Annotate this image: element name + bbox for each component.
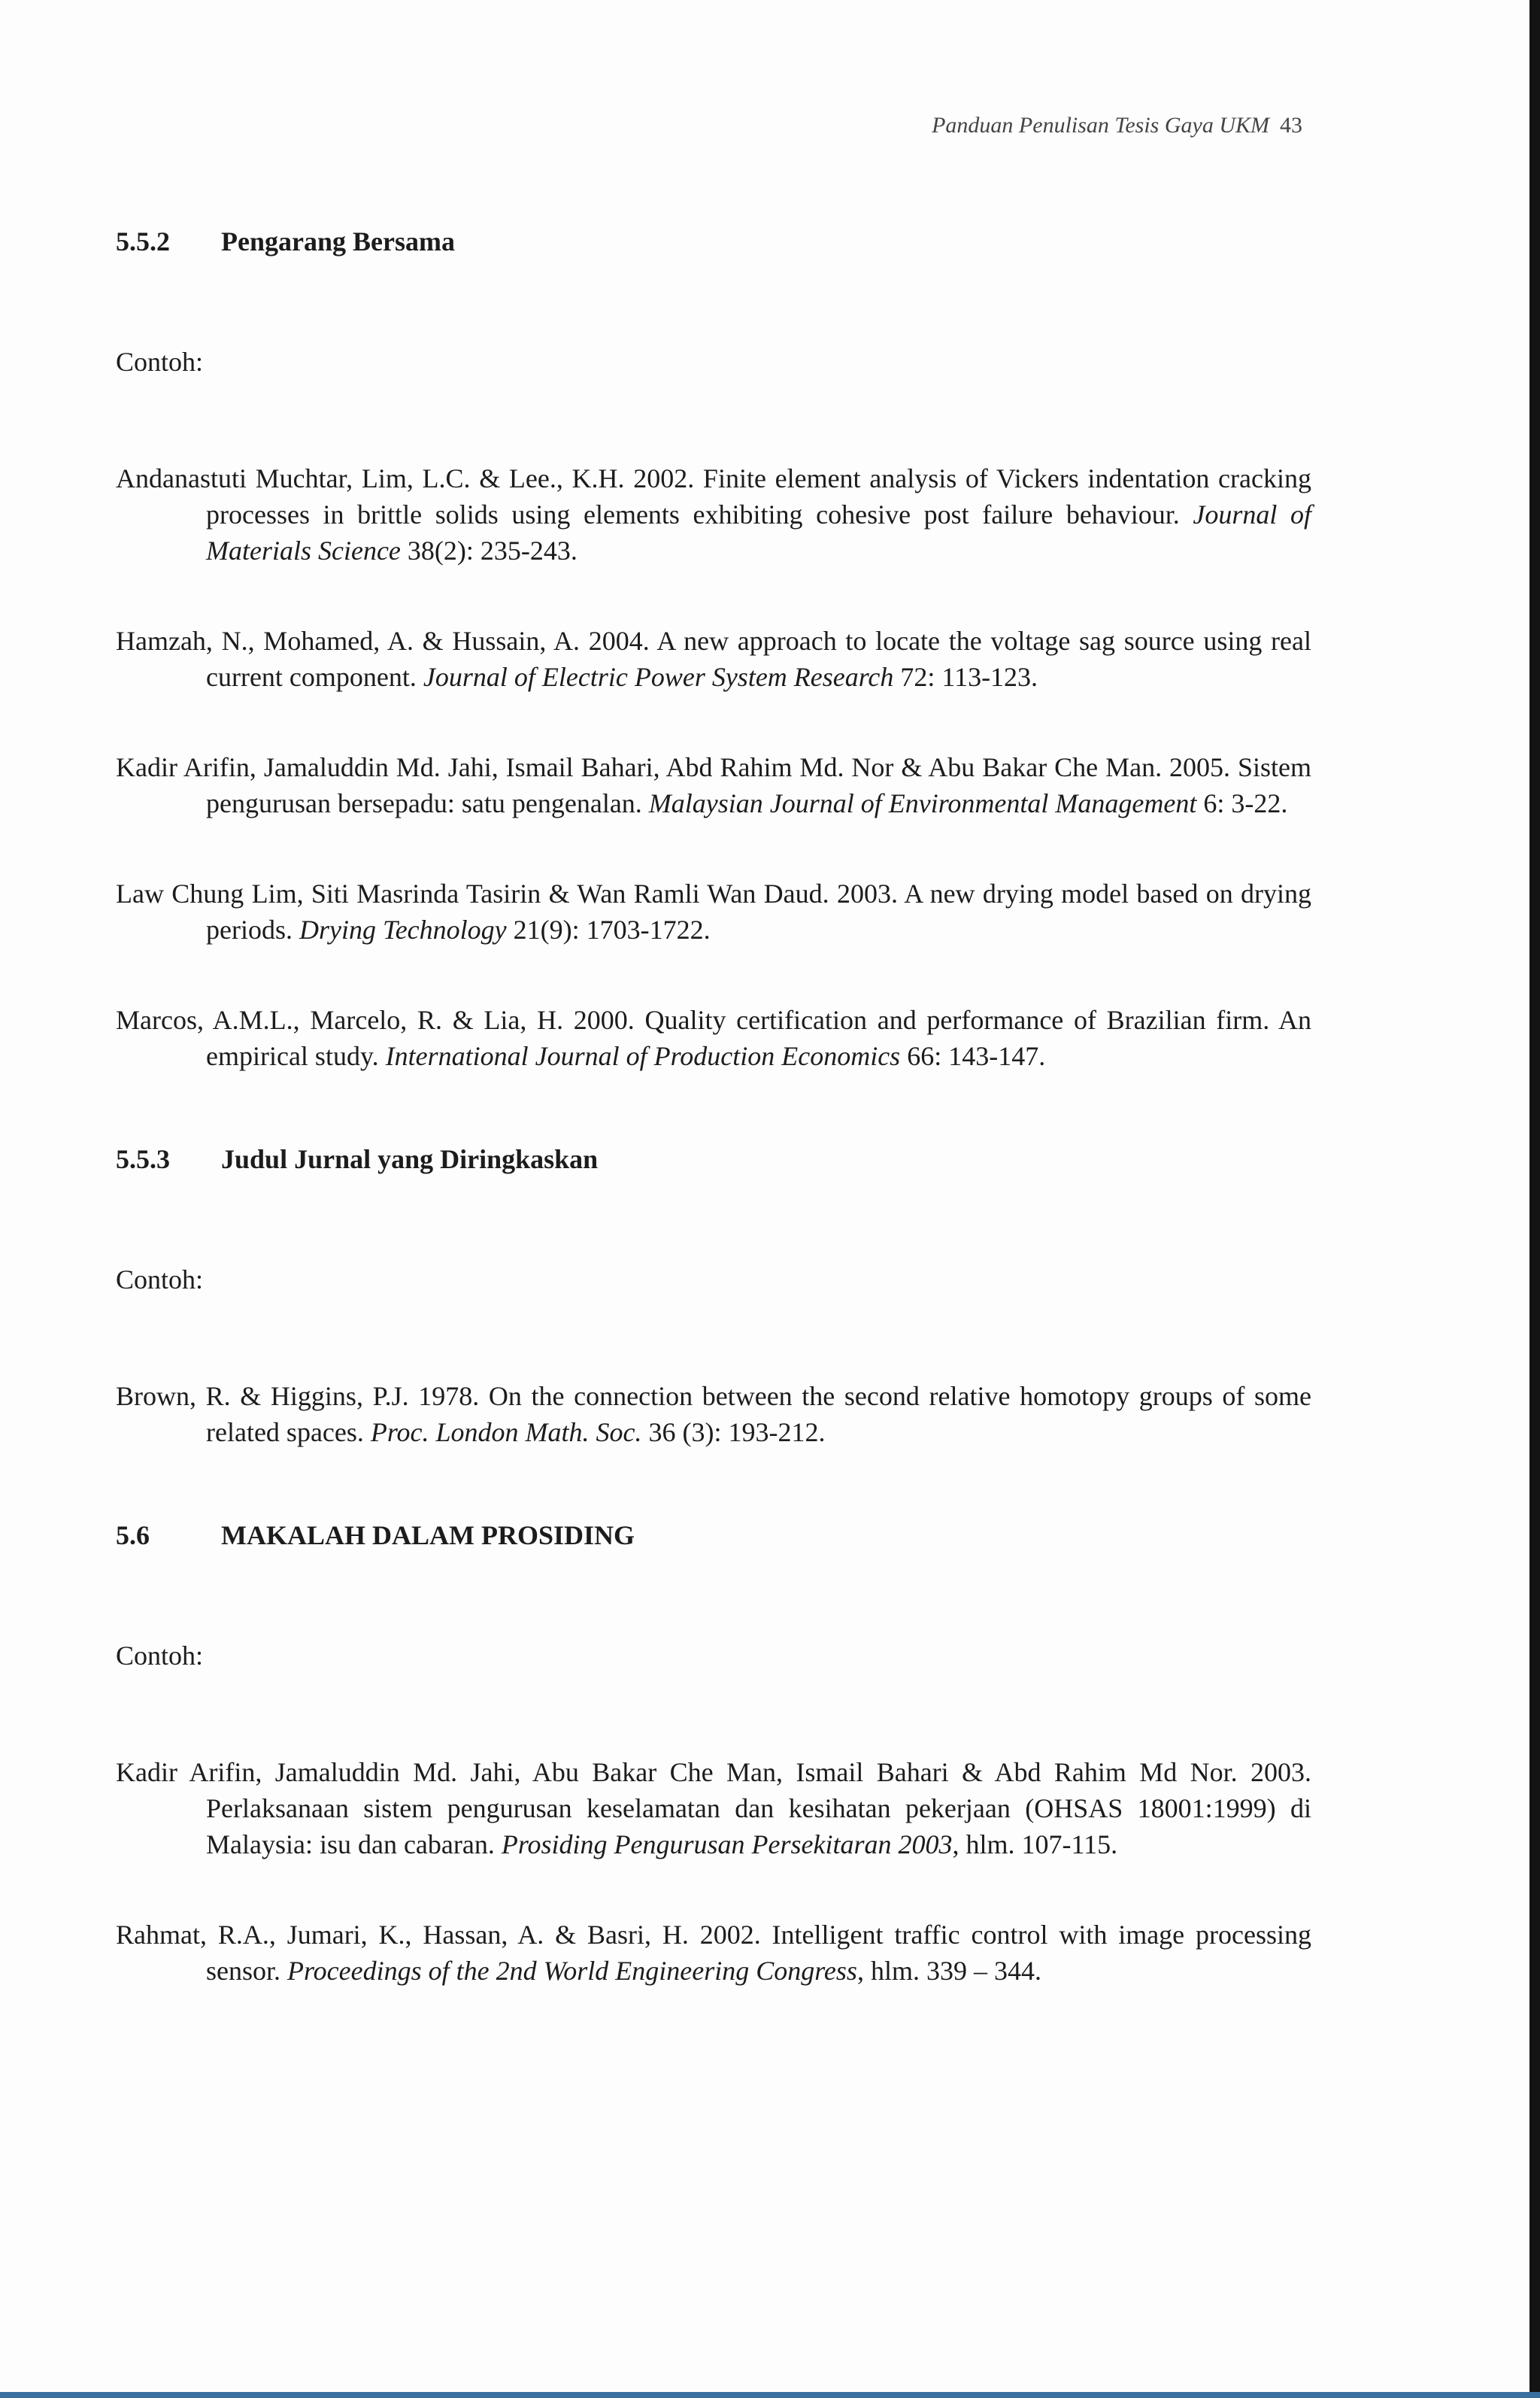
example-label: Contoh: [116, 1264, 204, 1295]
page-number: 43 [1280, 113, 1302, 138]
section-number: 5.5.2 [116, 226, 170, 256]
page-content [116, 226, 1311, 1989]
reference-entry [116, 876, 1311, 948]
reference-entry [116, 1378, 1311, 1450]
section-number: 5.6 [116, 1520, 150, 1550]
ref-journal: Journal of Materials Science [206, 499, 1312, 566]
ref-volume: 72: 113-123. [893, 662, 1038, 692]
example-label: Contoh: [116, 1641, 204, 1671]
ref-text: Kadir Arifin, Jamaluddin Md. Jahi, Abu Bakar Che Man, Ismail Bahari & Abd Rahim Md Nor. 2003. Perlaksanaan sistem pengurusan keselamatan dan kesihatan pekerjaan (OHSAS 18001:1999) di Malaysia: isu dan cabaran. [116, 1757, 1311, 1859]
ref-volume: 36 (3): 193-212. [641, 1417, 826, 1447]
running-header [932, 113, 1302, 138]
ref-journal: Proc. London Math. Soc. [370, 1417, 642, 1447]
ref-volume: 38(2): 235-243. [400, 536, 578, 566]
ref-journal: Drying Technology [299, 915, 507, 945]
reference-entry [116, 749, 1311, 821]
ref-volume: , hlm. 339 – 344. [856, 1956, 1041, 1986]
ref-journal: International Journal of Production Economics [385, 1041, 901, 1071]
ref-journal: Proceedings of the 2nd World Engineering Congress [287, 1956, 857, 1986]
example-label: Contoh: [116, 347, 204, 377]
section-heading [116, 1143, 1311, 1175]
reference-entry [116, 1917, 1311, 1989]
ref-text: Law Chung Lim, Siti Masrinda Tasirin & Wan Ramli Wan Daud. 2003. A new drying model based on drying periods. [116, 879, 1311, 945]
ref-text: Marcos, A.M.L., Marcelo, R. & Lia, H. 2000. Quality certification and performance of Brazilian firm. An empirical study. [116, 1005, 1311, 1071]
scan-edge-bottom [0, 2392, 1540, 2398]
ref-text: Kadir Arifin, Jamaluddin Md. Jahi, Ismail Bahari, Abd Rahim Md. Nor & Abu Bakar Che Man. 2005. Sistem pengurusan bersepadu: satu pengenalan. [116, 752, 1311, 818]
ref-journal: Journal of Electric Power System Research [423, 662, 894, 692]
ref-text: Hamzah, N., Mohamed, A. & Hussain, A. 2004. A new approach to locate the voltage sag source using real current component. [116, 626, 1311, 692]
ref-text: Brown, R. & Higgins, P.J. 1978. On the connection between the second relative homotopy groups of some related spaces. [116, 1381, 1311, 1447]
reference-entry [116, 1754, 1311, 1862]
ref-text: Andanastuti Muchtar, Lim, L.C. & Lee., K.H. 2002. Finite element analysis of Vickers indentation cracking processes in brittle solids using elements exhibiting cohesive post failure behaviour. [116, 463, 1311, 530]
scan-edge-right [1529, 0, 1540, 2398]
section-number: 5.5.3 [116, 1144, 170, 1174]
section-title: Pengarang Bersama [221, 226, 455, 256]
section-heading [116, 1519, 1311, 1551]
reference-entry [116, 623, 1311, 695]
ref-volume: , hlm. 107-115. [952, 1829, 1118, 1859]
section-title: MAKALAH DALAM PROSIDING [221, 1520, 635, 1550]
section-heading [116, 226, 1311, 257]
reference-entry [116, 1002, 1311, 1074]
ref-volume: 6: 3-22. [1196, 788, 1288, 818]
reference-entry [116, 460, 1311, 569]
ref-volume: 66: 143-147. [900, 1041, 1046, 1071]
ref-volume: 21(9): 1703-1722. [506, 915, 711, 945]
ref-journal: Prosiding Pengurusan Persekitaran 2003 [501, 1829, 953, 1859]
section-title: Judul Jurnal yang Diringkaskan [221, 1144, 599, 1174]
ref-text: Rahmat, R.A., Jumari, K., Hassan, A. & Basri, H. 2002. Intelligent traffic control with image processing sensor. [116, 1920, 1311, 1986]
running-title: Panduan Penulisan Tesis Gaya UKM [932, 113, 1269, 138]
ref-journal: Malaysian Journal of Environmental Management [648, 788, 1197, 818]
